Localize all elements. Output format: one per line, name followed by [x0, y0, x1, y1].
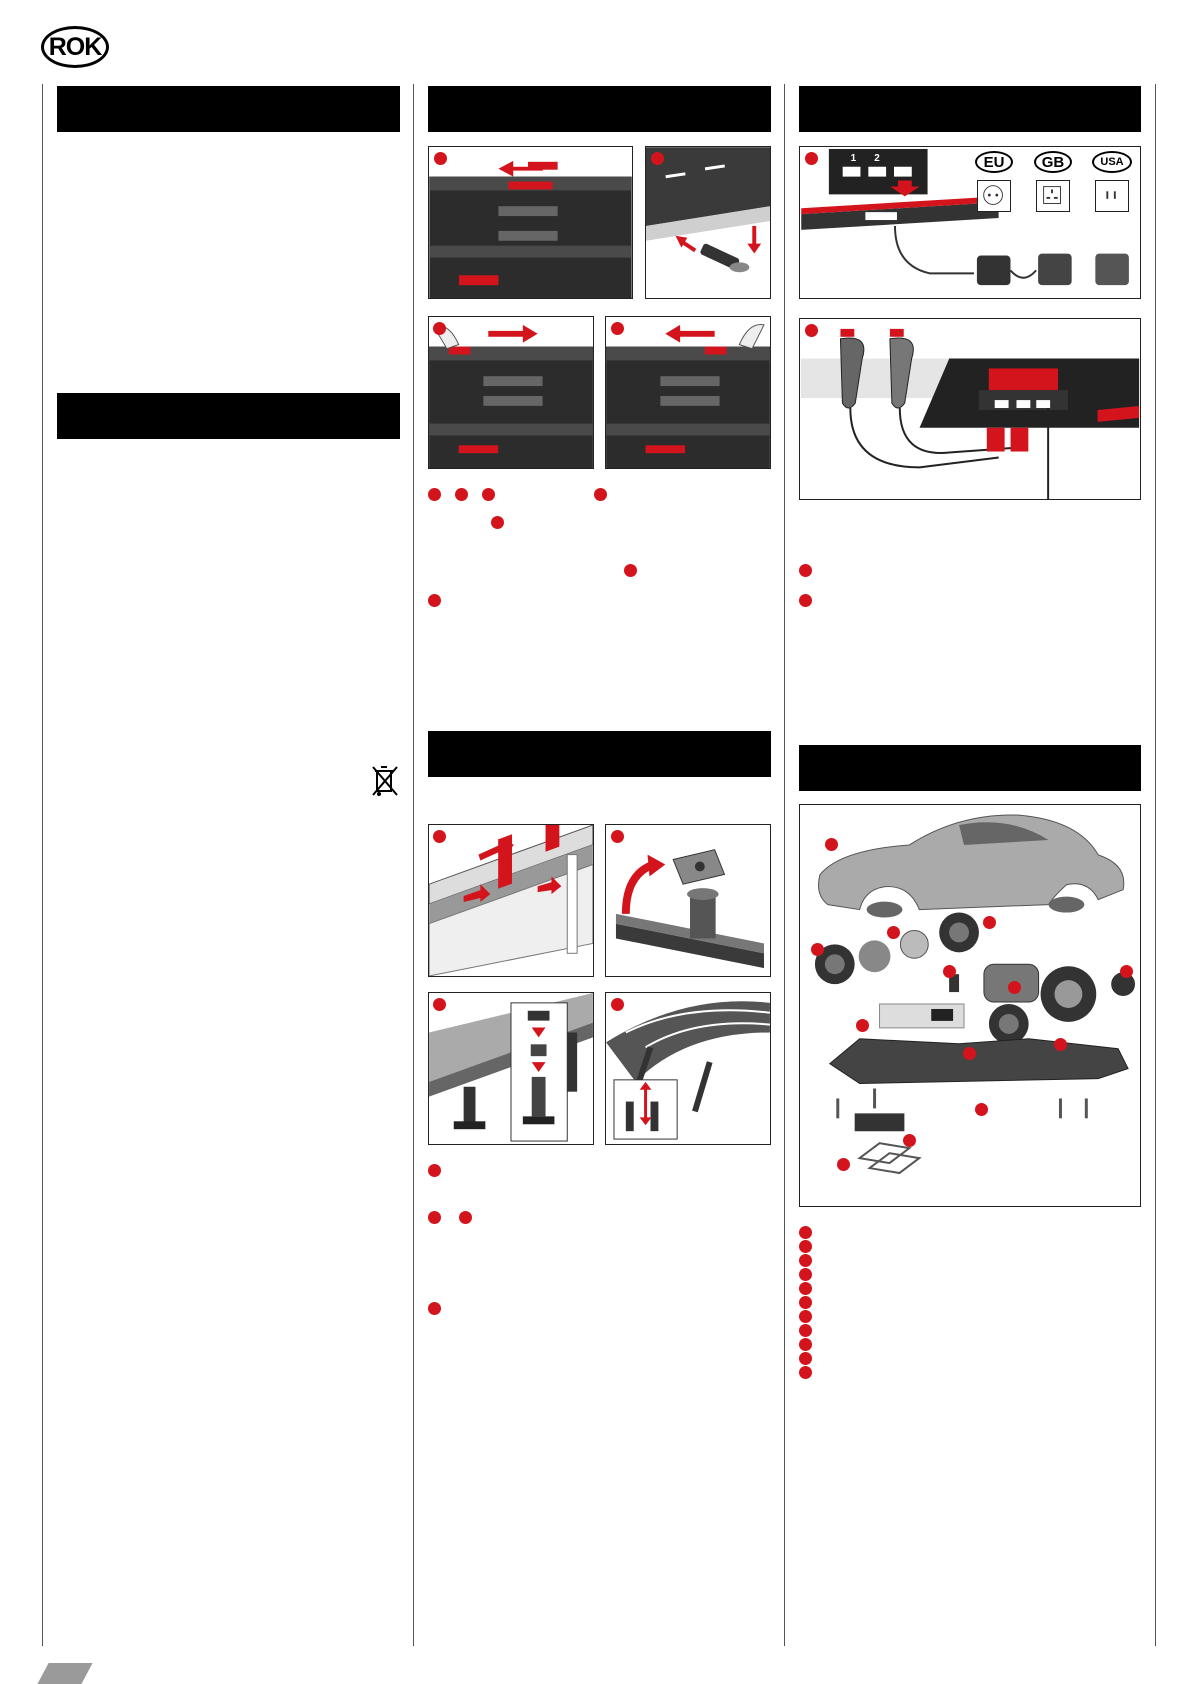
- step-marker: [434, 152, 447, 165]
- reference-marker: [455, 488, 468, 501]
- part-callout: [1008, 981, 1021, 994]
- step-marker: [611, 998, 624, 1011]
- part-callout: [1054, 1038, 1067, 1051]
- plug-label-text: GB: [1041, 153, 1065, 171]
- reference-marker: [428, 594, 441, 607]
- column-divider-2: [413, 84, 414, 1646]
- column-divider-1: [42, 84, 43, 1646]
- logo-text: ROK: [48, 32, 102, 61]
- reference-marker: [459, 1211, 472, 1224]
- legend-marker: [799, 1268, 812, 1281]
- illustration-pillar-adjust: [605, 992, 771, 1145]
- illustration-track-slide-right: [428, 316, 594, 469]
- rok-logo: [41, 26, 109, 68]
- illustration-pillar-mount: [605, 824, 771, 977]
- column-divider-3: [784, 84, 785, 1646]
- section-header-2: [57, 393, 400, 439]
- reference-marker: [428, 1164, 441, 1177]
- part-callout: [856, 1019, 869, 1032]
- legend-marker: [799, 1226, 812, 1239]
- illustration-barrier-mount: [428, 824, 594, 977]
- part-callout: [887, 926, 900, 939]
- illustration-track-connect-1: [428, 146, 633, 299]
- eu-socket-icon: [977, 180, 1011, 212]
- reference-marker: [428, 1302, 441, 1315]
- plug-label-text: EU: [983, 153, 1005, 171]
- legend-marker: [799, 1240, 812, 1253]
- reference-marker: [799, 594, 812, 607]
- reference-marker: [594, 488, 607, 501]
- illustration-power-supply: [799, 146, 1141, 299]
- illustration-car-exploded-view: [799, 804, 1141, 1207]
- plug-label-gb: [1034, 151, 1072, 173]
- reference-marker: [624, 564, 637, 577]
- gb-socket-icon: [1036, 180, 1070, 212]
- part-callout: [943, 965, 956, 978]
- legend-marker: [799, 1296, 812, 1309]
- step-marker: [433, 830, 446, 843]
- step-marker: [433, 322, 446, 335]
- column-divider-4: [1155, 84, 1156, 1646]
- part-callout: [975, 1103, 988, 1116]
- no-container-bin-icon: [369, 763, 401, 799]
- section-header-4: [428, 731, 771, 777]
- section-header-1: [57, 86, 400, 132]
- page-tab: [37, 1663, 92, 1684]
- section-header-5: [799, 86, 1141, 132]
- part-callout: [1120, 965, 1133, 978]
- legend-marker: [799, 1310, 812, 1323]
- reference-marker: [428, 488, 441, 501]
- plug-label-eu: [975, 151, 1013, 173]
- lane-number-2: 2: [874, 152, 880, 164]
- illustration-guide-key: [645, 146, 771, 299]
- reference-marker: [491, 516, 504, 529]
- part-callout: [837, 1158, 850, 1171]
- legend-marker: [799, 1324, 812, 1337]
- step-marker: [611, 830, 624, 843]
- legend-marker: [799, 1366, 812, 1379]
- illustration-track-slide-left: [605, 316, 771, 469]
- legend-marker: [799, 1282, 812, 1295]
- reference-marker: [482, 488, 495, 501]
- step-marker: [651, 152, 664, 165]
- step-marker: [805, 324, 818, 337]
- part-callout: [903, 1134, 916, 1147]
- reference-marker: [428, 1211, 441, 1224]
- legend-marker: [799, 1352, 812, 1365]
- step-marker: [805, 152, 818, 165]
- section-header-3: [428, 86, 771, 132]
- step-marker: [433, 998, 446, 1011]
- plug-label-text: USA: [1100, 156, 1124, 168]
- reference-marker: [799, 564, 812, 577]
- plug-label-usa: [1092, 151, 1132, 173]
- part-callout: [825, 838, 838, 851]
- section-header-6: [799, 745, 1141, 791]
- illustration-pillar-assembly: [428, 992, 594, 1145]
- part-callout: [983, 916, 996, 929]
- illustration-controllers: [799, 318, 1141, 500]
- part-callout: [811, 943, 824, 956]
- step-marker: [611, 322, 624, 335]
- lane-number-1: 1: [850, 152, 857, 164]
- legend-marker: [799, 1254, 812, 1267]
- legend-marker: [799, 1338, 812, 1351]
- part-callout: [963, 1047, 976, 1060]
- usa-socket-icon: [1095, 180, 1129, 212]
